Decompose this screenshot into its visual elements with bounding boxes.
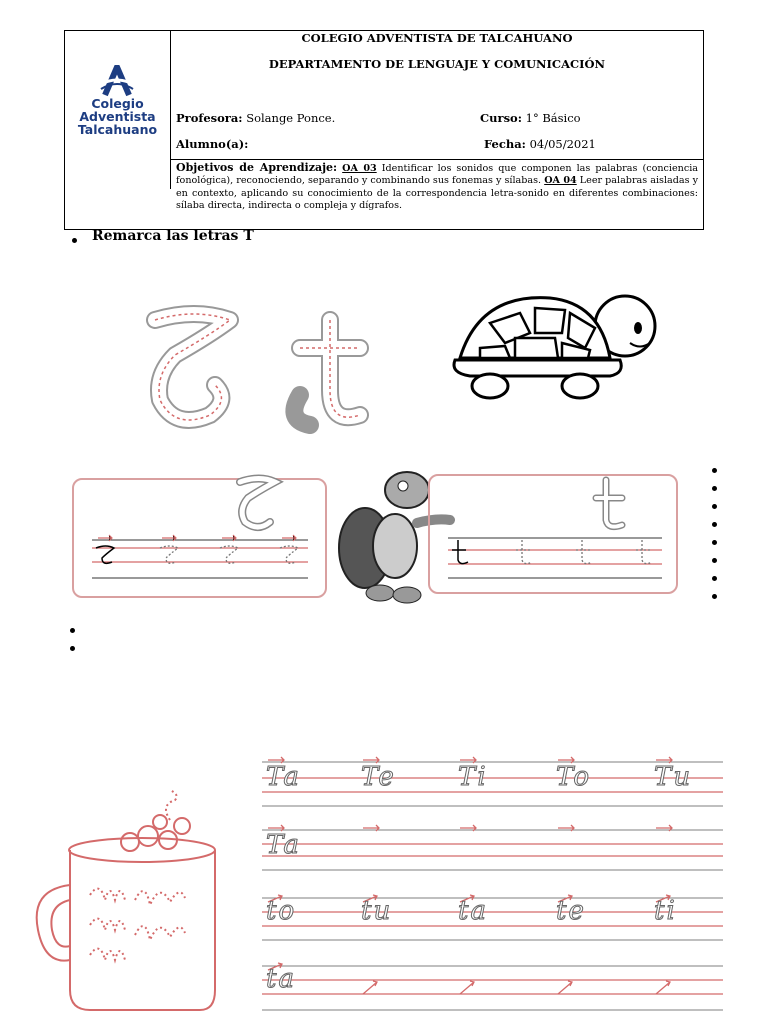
syllable-practice	[260, 748, 725, 1020]
school-logo	[65, 31, 171, 189]
syllable: Tu	[654, 762, 693, 792]
objectives-box	[170, 159, 704, 230]
date-row	[484, 137, 596, 151]
department-name: DEPARTAMENTO DE LENGUAJE Y COMUNICACIÓN	[268, 57, 606, 71]
bullet-dot	[70, 646, 75, 651]
oa1-code: OA 03	[342, 163, 377, 174]
bullet-dot	[712, 504, 717, 509]
syllable: To	[556, 762, 591, 792]
student-row	[176, 137, 248, 151]
school-name: COLEGIO ADVENTISTA DE TALCAHUANO	[301, 31, 573, 45]
teacher-row	[176, 111, 335, 125]
objectives-label: Objetivos de Aprendizaje:	[176, 161, 338, 174]
bullet-dot	[712, 576, 717, 581]
bullet-dot	[712, 468, 717, 473]
syllable: te	[556, 896, 586, 926]
syllable: ta	[458, 896, 488, 926]
date-value: 04/05/2021	[525, 137, 596, 151]
oa2-code: OA 04	[544, 175, 577, 187]
syllable: Ta	[266, 830, 301, 860]
bullet-dot	[72, 238, 77, 243]
bullet-dot	[712, 522, 717, 527]
teacher-value: Solange Ponce.	[242, 111, 336, 125]
course-value: 1° Básico	[521, 111, 581, 125]
uppercase-T-practice	[80, 470, 320, 590]
mug-image	[30, 790, 230, 1020]
course-label: Curso:	[480, 111, 522, 125]
date-label: Fecha:	[484, 137, 526, 151]
student-label: Alumno(a):	[176, 137, 249, 151]
bullet-dot	[70, 628, 75, 633]
syllable: ti	[654, 896, 677, 926]
logo-line-2: Adventista	[79, 109, 156, 124]
oa2-text: Leer palabras aisladas y en contexto, aplicando su conocimiento de la correspondencia letra-sonido en diferentes combinaciones: sílaba directa, indirecta o compleja y dígrafos.	[176, 175, 699, 212]
bullet-dot	[712, 486, 717, 491]
bullet-dot	[712, 558, 717, 563]
turtle-image	[450, 288, 660, 406]
tracing-letters-T	[135, 300, 385, 440]
header-box	[64, 30, 704, 230]
syllable: tu	[361, 896, 393, 926]
logo-a-icon	[91, 65, 143, 97]
instruction-text: Remarca las letras T	[92, 228, 254, 244]
syllable: Ti	[458, 762, 488, 792]
lowercase-t-practice	[436, 470, 672, 590]
syllable: Te	[361, 762, 396, 792]
course-row	[480, 111, 581, 125]
bullet-dot	[712, 594, 717, 599]
logo-line-3: Talcahuano	[77, 122, 158, 137]
bullet-dot	[712, 540, 717, 545]
syllable: ta	[266, 964, 296, 994]
logo-line-1: Colegio	[91, 96, 144, 111]
oa1-text: Identificar los sonidos que componen las palabras (conciencia fonológica), reconociendo, separando y combinando sus fonemas y sílabas.	[176, 163, 698, 187]
syllable: to	[266, 896, 297, 926]
teacher-label: Profesora:	[176, 111, 243, 125]
syllable: Ta	[266, 762, 301, 792]
